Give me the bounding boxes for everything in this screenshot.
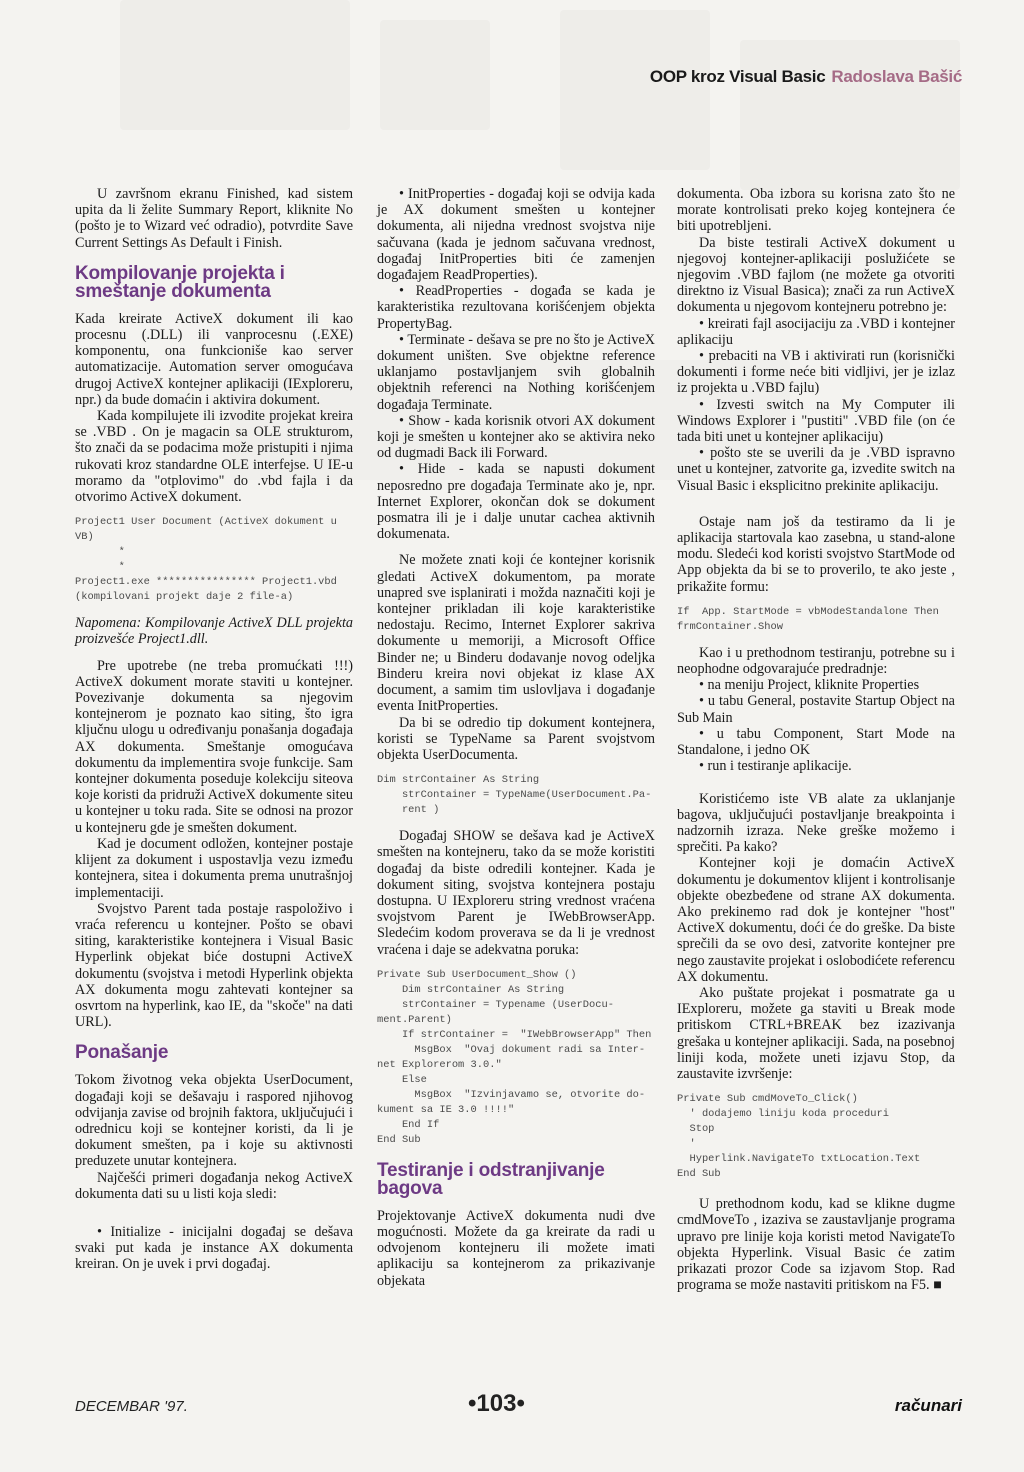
column-1: [75, 186, 353, 1273]
paragraph: Projektovanje ActiveX dokumenta nudi dve mogućnosti. Možete da ga kreirate da radi u odvojenom kontejneru ili možete imati aplikaciju sa kontejnerom za prikazivanje objekata: [377, 1207, 655, 1289]
header-author: Radoslava Bašić: [831, 67, 962, 86]
paragraph: Pre upotrebe (ne treba promućkati !!!) ActiveX dokument morate staviti u kontejner. Povezivanje dokumenta sa njegovim kontejnerom je poznato kao siting, što igra ključnu ulogu u određivanju ponašanja događaja AX dokumenta. Smeštanje omogućava dokumentu da implementira svoje funkcije. Sam kontejner dokumenta poseduje kolekciju siteova koje koristi da pridruži ActiveX dokumente sitеu u kontejner u toku rada. Site se odnosi na prozor u kontejneru gde je smešten dokument.: [75, 657, 353, 836]
running-header: [650, 67, 962, 87]
column-3: [677, 186, 955, 1293]
background-watermark: [380, 20, 490, 130]
paragraph: Da bi se odredio tip dokument kontejnera, koristi se TypeName sa Parent svojstvom objekta UserDocumenta.: [377, 714, 655, 763]
section-heading: Ponašanje: [75, 1042, 169, 1064]
code-block: If App. StartMode = vbModeStandalone Then frmContainer.Show: [677, 605, 939, 633]
code-block: Project1 User Document (ActiveX dokument u VB) * * Project1.exe **************** Project1.vbd (kompilovani projekt daje 2 file-a): [75, 516, 337, 604]
paragraph: U prethodnom kodu, kad se klikne dugme cmdMoveTo , izaziva se zaustavljanje programa upravo pre linije koja koristi metod NavigateTo objekta Hyperlink. Visual Basic će zatim prikazati prozor Code sa izjavom Stop. Rad programa se može nastaviti pritiskom na F5. ■: [677, 1196, 955, 1294]
section-heading: Testiranje i odstranjivanje bagova: [377, 1159, 605, 1199]
paragraph: Ostaje nam još da testiramo da li je aplikacija startovala kao zasebna, u stand-alone modu. Sledeći kod koristi svojstvo StartMode od App objekta da bi se to proverilo, te ako jeste , prikažite formu:: [677, 513, 955, 595]
paragraph: Kao i u prethodnom testiranju, potrebne su i neophodne odgovarajuće predradnje:: [677, 644, 955, 678]
list-item: • Hide - kada se napusti dokument neposredno pre događaja Terminate ako je, npr. Internet Explorer, okončan dok se dokument posmatra ili je i dalje unutar cachea aktivnih dokumenata.: [377, 461, 655, 543]
background-watermark: [560, 10, 710, 170]
paragraph: Događaj SHOW se dešava kad je ActiveX smešten na kontejneru, tako da se može koristiti događaj da biste odredili kontejner. Kada je dokument siting, svojstva kontejnera postaju dostupna. U IExploreru string vrednost vraćena svojstvom Parent je IWebBrowserApp. Sledećim kodom proverava se da li je vrednost vraćena i daje se adekvatna poruka:: [377, 828, 655, 958]
background-watermark: [740, 40, 960, 190]
column-2: [377, 186, 655, 1289]
paragraph: Svojstvo Parent tada postaje raspoloživo i vraća referencu u kontejner. Pošto se obavi siting, karakteristike kontejnera i Visual Basic Hyperlink objekat biće dostupni ActiveX dokumentu (svojstva i metodi Hyperlink objekta AX dokumenta mogu zahtevati kontejner sa osvrtom na hyperlink, kao IE, da "skoče" na dati URL).: [75, 900, 353, 1031]
list-item: • Initialize - inicijalni događaj se dešava svaki put kada je instance AX dokumenta kreiran. On je uvek i prvi događaj.: [75, 1223, 353, 1273]
paragraph: Kada kreirate ActiveX dokument ili kao procesnu (.DLL) ili vanprocesnu (.EXE) komponentu, ona funkcioniše kao server automatizacije. Automation server omogućava drugoj ActiveX kontejner aplikaciji (IExploreru, npr.) da bude domaćin i aktivira dokument.: [75, 310, 353, 408]
list-item: • Izvesti switch na My Computer ili Windows Explorer i "pustiti" .VBD file (on će tada biti unet u kontejner aplikaciju): [677, 396, 955, 446]
list-item: • u tabu Component, Start Mode na Standalone, i jedno OK: [677, 725, 955, 759]
footer-issue-date: DECEMBAR '97.: [75, 1398, 188, 1415]
paragraph: Ne možete znati koji će kontejner korisnik gledati ActiveX dokumentom, pa morate unapred sve isplanirati i možda naznačiti koji je kontejner prikladan ili koje karakteristike nedostaju. Recimo, Internet Explorer sakriva dokumente u memoriji, a Microsoft Office Binder ne; u Binderu dodavanje novog odeljka Binderu kreira novi objekat iz klase AX document, a samim tim uslovljava i događanje eventa InitProperties.: [377, 552, 655, 715]
note: Napomena: Kompilovanje ActiveX DLL projekta proizvešće Project1.dll.: [75, 615, 353, 648]
section-heading: Kompilovanje projekta i smeštanje dokumenta: [75, 262, 285, 302]
magazine-logo: računari: [894, 1396, 962, 1415]
code-block: Dim strContainer As String strContainer = TypeName(UserDocument.Pa- rent ): [377, 774, 652, 817]
header-title: OOP kroz Visual Basic: [649, 67, 826, 86]
paragraph: Da biste testirali ActiveX dokument u njegovoj kontejner-aplikaciji poslužićete se njegovim .VBD fajlom (ne možete ga otvoriti direktno iz Visual Basica); znači za run ActiveX dokumenta u njegovom kontejneru potrebno je:: [677, 234, 955, 316]
paragraph: Kad je document odložen, kontejner postaje klijent za dokument i uspostavlja vezu između kontejnera, sitea i dokumenta prema unutrašnjoj implementaciji.: [75, 835, 353, 901]
paragraph: Koristićemo iste VB alate za uklanjanje bagova, uključujući postavljanje breakpointa i nadzornih izraza. Neke greške možemo i sprečiti. Pa kako?: [677, 790, 955, 856]
paragraph: dokumenta. Oba izbora su korisna zato što ne morate kontrolisati preko kojeg kontejnera će biti upotrebljeni.: [677, 186, 955, 235]
list-item: • na meniju Project, kliknite Properties: [699, 677, 920, 694]
background-watermark: [120, 0, 350, 130]
page-number: •103•: [468, 1390, 525, 1417]
paragraph: Ako puštate projekat i posmatrate ga u IExploreru, možete ga staviti u Break mode pritiskom CTRL+BREAK bez izazivanja grešaka u kontejner aplikaciji. Sada, na posebnoj liniji koda, možete uneti izjavu Stop, da zaustavite izvršenje:: [677, 984, 955, 1082]
paragraph: U završnom ekranu Finished, kad sistem upita da li želite Summary Report, kliknite No (pošto je to Wizard već odradio), potvrdite Save Current Settings As Default i Finish.: [75, 186, 353, 251]
list-item: • Terminate - dešava se pre no što je ActiveX dokument uništen. Sve objektne reference uklanjamo postavljanjem svih globalnih objektnih referenci na Nothing korišćenjem događaja Terminate.: [377, 331, 655, 413]
list-item: • kreirati fajl asocijaciju za .VBD i kontejner aplikaciju: [677, 315, 955, 348]
paragraph: Najčešći primeri događanja nekog ActiveX dokumenta dati su u listi koja sledi:: [75, 1169, 353, 1202]
paragraph: Tokom životnog veka objekta UserDocument, događaji koji se dešavaju i raspored njihovog odvijanja zavise od brojnih faktora, uključujući i odrednicu koji se kontejner koristi, da li je dokument smešten, pa i koje su aktivnosti preduzete unutar kontejnera.: [75, 1072, 353, 1170]
list-item: • Show - kada korisnik otvori AX dokument koji je smešten u kontejner ako se aktivira neko od dugmadi Back ili Forward.: [377, 412, 655, 462]
list-item: • pošto ste se uverili da je .VBD ispravno unet u kontejner, zatvorite ga, izvedite switch na Visual Basic i eksplicitno prekinite aplikaciju.: [677, 445, 955, 494]
paragraph: Kontejner koji je domaćin ActiveX dokumentu je dokumentov klijent i kontrolisanje objekte obezbeđene od strane AX dokumenta. Ako prekinemo rad dok je kontejner "host" ActiveX dokumentu, doći će do greške. Da biste sprečili da se ovo desi, zatvorite kontejner pre nego zaustavite projekat i oslobodićete referencu AX dokumentu.: [677, 855, 955, 985]
list-item: • prebaciti na VB i aktivirati run (korisnički dokumenti i forme neće biti vidljivi, jer je izlaz iz projekta u .VBD fajlu): [677, 348, 955, 397]
list-item: • run i testiranje aplikacije.: [699, 758, 852, 775]
paragraph: Kada kompilujete ili izvodite projekat kreira se .VBD . On je magacin sa OLE strukturom, što znači da se podacima može pristupiti i njima rukovati kroz standardne OLE interfejse. U IE-u moramo da "otplovimo" do .vbd fajla i da otvorimo ActiveX dokument.: [75, 408, 353, 506]
code-block: Private Sub UserDocument_Show () Dim strContainer As String strContainer = Typename (UserDocu- ment.Parent) If strContainer = "IWebBrowserApp" Then MsgBox "Ovaj dokument radi sa Inter- net Explorerom 3.0." Else MsgBox "Izvinjavamo se, otvorite do- kument sa IE 3.0 !!!!" End If End Sub: [377, 968, 652, 1146]
list-item: • ReadProperties - događa se kada je karakteristika rezultovana korišćenjem objekta PropertyBag.: [377, 283, 655, 332]
list-item: • u tabu General, postavite Startup Object na Sub Main: [677, 693, 955, 726]
code-block: Private Sub cmdMoveTo_Click() ' dodajemo liniju koda proceduri Stop ' Hyperlink.NavigateTo txtLocation.Text End Sub: [677, 1093, 921, 1181]
list-item: • InitProperties - događaj koji se odvija kada je AX dokument smešten u kontejner dokumenta, ali nijedna vrednost svojstva nije sačuvana (kada je jednom sačuvana vrednost, događaj InitProperties biti će zamenjen događajem ReadProperties).: [377, 186, 655, 284]
